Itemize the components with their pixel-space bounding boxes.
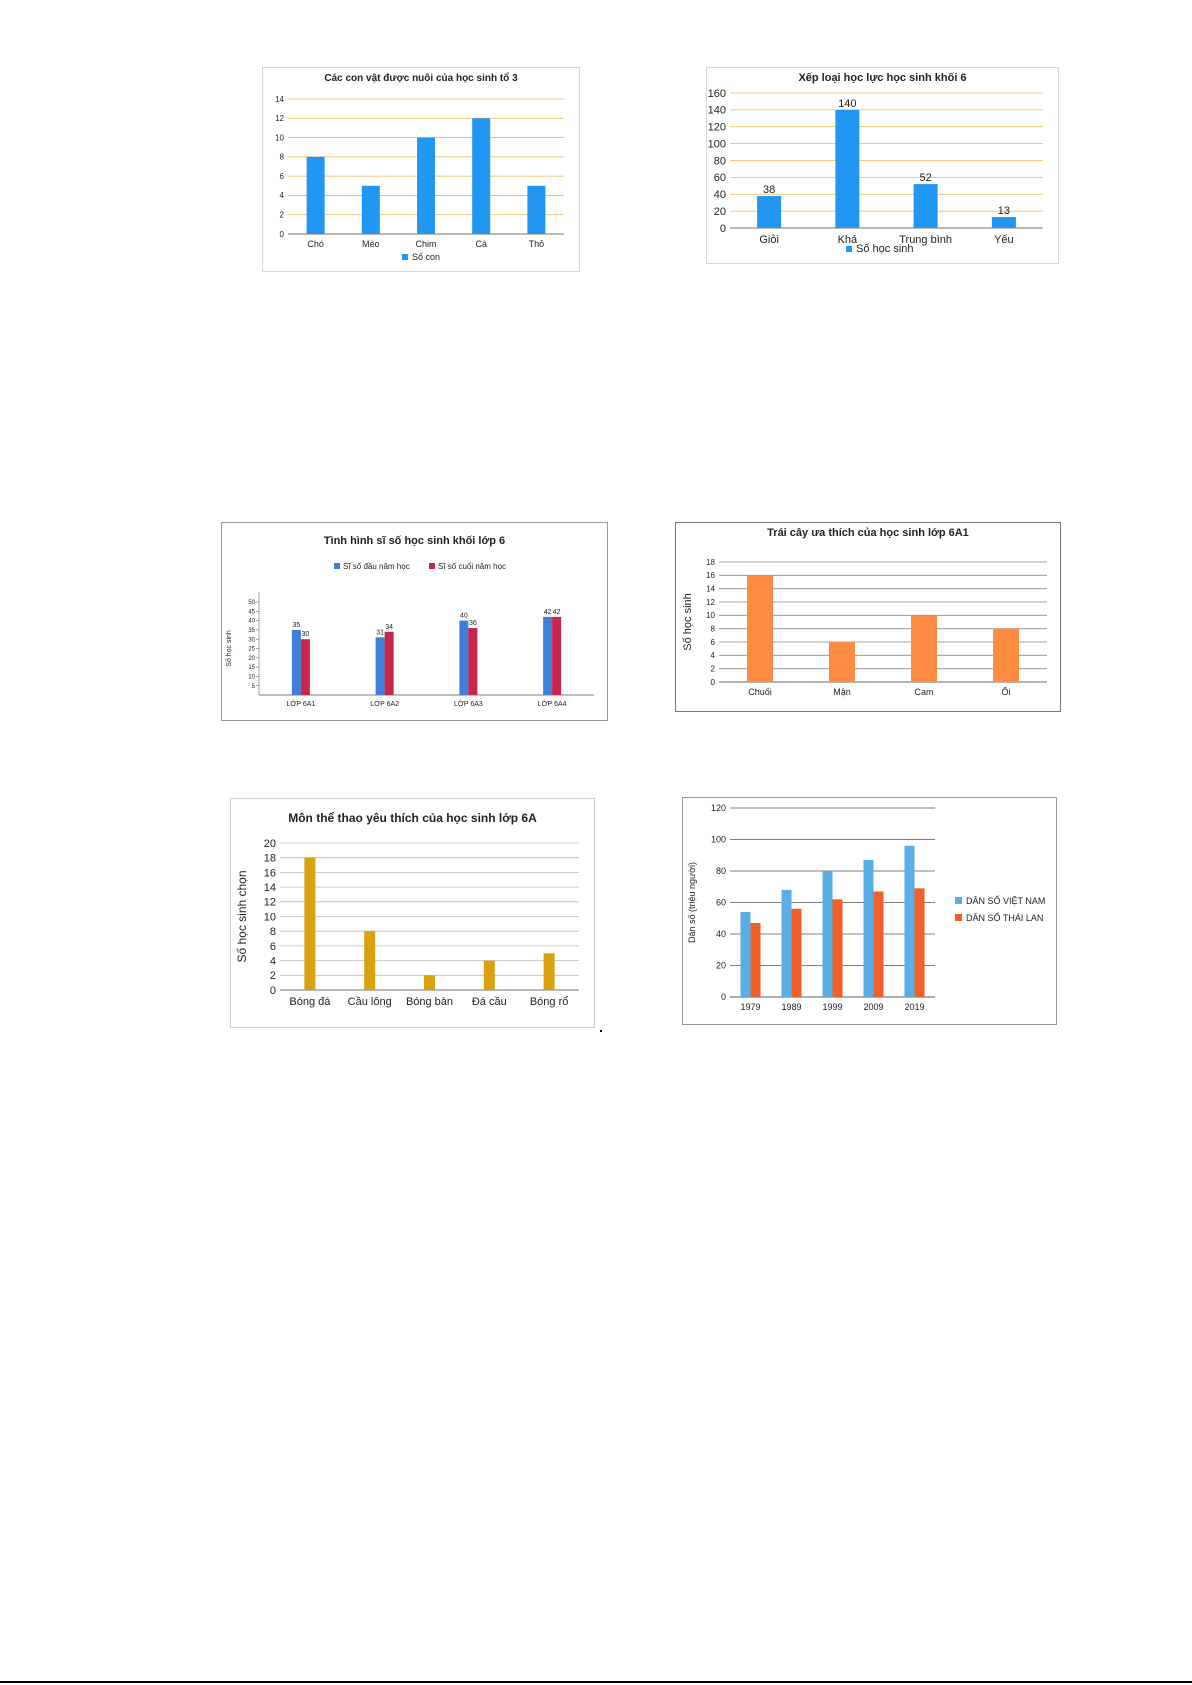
y-axis-label: Số học sinh (226, 630, 233, 667)
chart-frame (231, 799, 595, 1028)
bar (472, 118, 490, 234)
y-tick-label: 16 (263, 867, 276, 880)
chart-class-size-grade6 (221, 522, 608, 721)
bar (544, 953, 555, 990)
y-tick-label: 8 (269, 926, 276, 939)
x-tick-label: Thỏ (528, 239, 545, 249)
bar (751, 923, 761, 997)
y-tick-label: 20 (713, 205, 726, 218)
bar (552, 617, 561, 695)
bar (915, 888, 925, 997)
legend-label: Số con (411, 252, 440, 262)
chart-title: Tình hình sĩ số học sinh khối lớp 6 (323, 535, 506, 547)
y-tick-label: 100 (710, 834, 726, 845)
data-label: 35 (292, 621, 301, 629)
y-tick-label: 12 (263, 896, 276, 909)
bar (543, 617, 552, 695)
y-tick-label: 30 (248, 637, 255, 644)
y-tick-label: 14 (263, 881, 276, 894)
chart-title: Môn thể thao yêu thích của học sinh lớp 6A (288, 811, 537, 825)
data-label: 140 (838, 97, 857, 110)
x-tick-label: 1999 (822, 1002, 843, 1012)
y-tick-label: 40 (713, 189, 726, 202)
data-label: 42 (552, 608, 561, 616)
y-tick-label: 45 (248, 609, 255, 616)
x-tick-label: 1989 (781, 1002, 802, 1012)
y-tick-label: 15 (248, 665, 255, 672)
y-tick-label: 10 (263, 911, 276, 924)
y-tick-label: 4 (710, 651, 715, 661)
x-tick-label: Chó (307, 239, 324, 249)
y-axis-label: Dân số (triệu người) (687, 862, 697, 943)
data-label: 52 (919, 172, 932, 185)
data-label: 13 (997, 205, 1010, 218)
y-tick-label: 0 (269, 984, 276, 997)
y-tick-label: 10 (248, 674, 255, 681)
y-tick-label: 120 (707, 121, 726, 134)
bar (835, 110, 859, 228)
bar (747, 575, 773, 682)
y-tick-label: 20 (248, 655, 255, 662)
bar (992, 217, 1016, 228)
bar (307, 157, 325, 234)
chart-title: Trái cây ưa thích của học sinh lớp 6A1 (767, 527, 969, 539)
chart-pets-group3 (262, 67, 580, 272)
x-tick-label: Bóng đá (289, 996, 331, 1008)
legend-label: Sĩ số đầu năm học (343, 562, 410, 571)
chart-population-vn-th (682, 797, 1057, 1025)
x-tick-label: Trung bình (899, 234, 953, 246)
y-tick-label: 0 (279, 229, 284, 239)
y-tick-label: 2 (279, 210, 284, 220)
legend-swatch (955, 914, 962, 921)
x-tick-label: Khá (837, 234, 858, 246)
y-tick-label: 35 (248, 628, 255, 634)
x-tick-label: Chuối (748, 687, 772, 697)
x-tick-label: 2009 (863, 1002, 884, 1012)
chart-frame (676, 523, 1061, 712)
bar (911, 615, 937, 682)
y-tick-label: 160 (707, 87, 726, 100)
bar (782, 890, 792, 997)
y-tick-label: 60 (713, 172, 726, 185)
bar (459, 621, 468, 695)
x-tick-label: Cầu lông (347, 996, 392, 1008)
x-tick-label: Mèo (362, 239, 380, 249)
legend-label: Số học sinh (856, 243, 914, 255)
y-tick-label: 40 (715, 929, 726, 940)
y-tick-label: 14 (706, 584, 715, 594)
x-tick-label: Cam (914, 687, 934, 697)
bar (914, 184, 938, 228)
y-tick-label: 80 (713, 155, 726, 168)
y-tick-label: 80 (715, 866, 726, 877)
bar (376, 637, 385, 695)
bar (417, 138, 435, 234)
x-tick-label: Bóng bàn (405, 996, 454, 1008)
x-tick-label: LỚP 6A4 (537, 701, 567, 708)
legend-label: DÂN SỐ VIỆT NAM (966, 896, 1046, 906)
data-label: 34 (385, 623, 394, 631)
x-tick-label: LỚP 6A3 (453, 701, 483, 708)
data-label: 31 (376, 629, 385, 637)
y-axis-label: Số học sinh (682, 593, 694, 651)
data-label: 30 (301, 631, 310, 639)
legend-swatch (955, 897, 962, 904)
y-tick-label: 0 (719, 222, 726, 235)
x-tick-label: Chim (415, 239, 437, 249)
x-tick-label: Ổi (1001, 687, 1011, 697)
x-tick-label: Bóng rổ (529, 996, 569, 1008)
y-tick-label: 40 (248, 618, 255, 625)
y-tick-label: 140 (707, 104, 726, 117)
y-tick-label: 60 (715, 897, 726, 908)
y-tick-label: 4 (279, 191, 284, 201)
bar (385, 632, 394, 695)
bar (829, 642, 855, 682)
stray-dot (600, 1030, 602, 1032)
y-tick-label: 5 (251, 683, 255, 690)
legend-swatch (402, 254, 408, 260)
x-tick-label: Đá cầu (471, 996, 507, 1008)
x-tick-label: Giỏi (759, 234, 779, 246)
bar (874, 891, 884, 997)
bar (792, 909, 802, 997)
bar (362, 186, 380, 234)
bar (468, 628, 477, 695)
y-tick-label: 20 (715, 960, 726, 971)
y-tick-label: 8 (279, 152, 284, 162)
x-tick-label: 2019 (904, 1002, 925, 1012)
data-label: 38 (763, 183, 776, 196)
y-tick-label: 10 (275, 133, 284, 143)
chart-title: Xếp loại học lực học sinh khối 6 (798, 72, 967, 84)
bar (301, 639, 310, 695)
bar (527, 186, 545, 234)
legend-label: Sĩ số cuối năm học (438, 562, 507, 571)
y-tick-label: 0 (720, 992, 726, 1003)
legend-swatch (846, 246, 852, 252)
data-label: 40 (459, 612, 468, 620)
y-tick-label: 14 (275, 94, 284, 104)
y-tick-label: 25 (248, 646, 255, 653)
bar (364, 931, 375, 990)
bar (741, 912, 751, 997)
y-tick-label: 100 (707, 138, 726, 151)
chart-title: Các con vật được nuôi của học sinh tổ 3 (324, 73, 518, 84)
y-tick-label: 120 (710, 803, 726, 814)
bar (993, 629, 1019, 682)
y-tick-label: 20 (263, 837, 276, 850)
y-tick-label: 6 (710, 637, 715, 647)
chart-favorite-fruit-6a1 (675, 522, 1061, 712)
y-tick-label: 0 (710, 677, 715, 687)
y-tick-label: 6 (279, 171, 284, 181)
y-axis-label: Số học sinh chọn (235, 870, 249, 963)
y-tick-label: 50 (248, 600, 255, 607)
data-label: 36 (468, 620, 477, 628)
legend-label: DÂN SỐ THÁI LAN (966, 913, 1044, 923)
bar (292, 630, 301, 695)
y-tick-label: 18 (706, 557, 715, 567)
x-tick-label: Mận (833, 687, 851, 697)
y-tick-label: 6 (269, 940, 276, 953)
x-tick-label: LỚP 6A2 (370, 701, 400, 708)
bar (484, 961, 495, 990)
y-tick-label: 12 (706, 597, 715, 607)
page-bottom-rule (0, 1681, 1192, 1683)
chart-favorite-sport-6a (230, 798, 595, 1028)
chart-academic-grade6 (706, 67, 1059, 264)
bar (833, 899, 843, 997)
y-tick-label: 2 (710, 664, 715, 674)
bar (424, 975, 435, 990)
x-tick-label: Yếu (994, 234, 1014, 246)
y-tick-label: 18 (263, 852, 276, 865)
legend-swatch (429, 563, 435, 569)
bar (304, 858, 315, 990)
y-tick-label: 10 (706, 611, 715, 621)
bar (823, 871, 833, 997)
bar (757, 196, 781, 228)
y-tick-label: 4 (269, 955, 276, 968)
x-tick-label: 1979 (740, 1002, 761, 1012)
y-tick-label: 8 (710, 624, 715, 634)
y-tick-label: 2 (269, 970, 276, 983)
y-tick-label: 16 (706, 571, 715, 581)
bar (905, 846, 915, 997)
legend-swatch (334, 563, 340, 569)
x-tick-label: LỚP 6A1 (286, 701, 316, 708)
x-tick-label: Cá (475, 239, 487, 249)
y-tick-label: 12 (275, 114, 284, 124)
data-label: 42 (543, 608, 552, 616)
bar (864, 860, 874, 997)
